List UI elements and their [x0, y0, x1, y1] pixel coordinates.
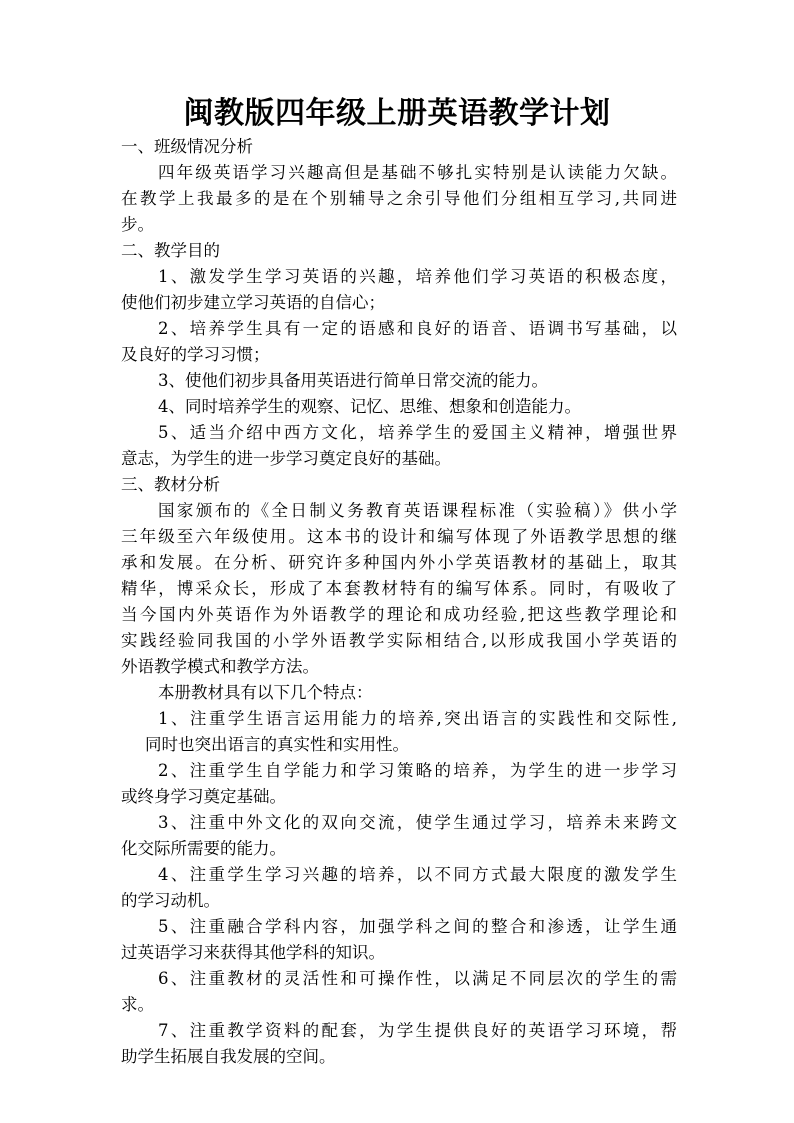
list-item-line: 7、注重教学资料的配套，为学生提供良好的英语学习环境，帮 — [158, 1021, 677, 1040]
section-heading-teaching-goals: 二、教学目的 — [121, 241, 220, 260]
paragraph-line: 国家颁布的《全日制义务教育英语课程标准（实验稿）》供小学 — [158, 501, 677, 520]
list-item-line: 6、注重教材的灵活性和可操作性，以满足不同层次的学生的需 — [158, 969, 677, 988]
list-item-line: 化交际所需要的能力。 — [121, 839, 286, 858]
list-item-line: 2、培养学生具有一定的语感和良好的语音、语调书写基础，以 — [158, 319, 677, 338]
list-item-line: 1、激发学生学习英语的兴趣，培养他们学习英语的积极态度， — [158, 267, 677, 286]
paragraph-line: 本册教材具有以下几个特点： — [158, 683, 373, 702]
document-body — [121, 134, 677, 1070]
paragraph-line: 承和发展。在分析、研究许多种国内外小学英语教材的基础上，取其 — [121, 553, 677, 572]
list-item-line: 2、注重学生自学能力和学习策略的培养，为学生的进一步学习 — [158, 761, 677, 780]
section-heading-textbook-analysis: 三、教材分析 — [121, 475, 220, 494]
list-item-line: 或终身学习奠定基础。 — [121, 787, 286, 806]
list-item-line: 助学生拓展自我发展的空间。 — [121, 1047, 336, 1066]
list-item-line: 5、适当介绍中西方文化，培养学生的爱国主义精神，增强世界 — [158, 423, 677, 442]
list-item-line: 求。 — [121, 995, 154, 1014]
paragraph-line: 三年级至六年级使用。这本书的设计和编写体现了外语教学思想的继 — [121, 527, 677, 546]
list-item-line: 4、注重学生学习兴趣的培养，以不同方式最大限度的激发学生 — [158, 865, 677, 884]
section-heading-class-analysis: 一、班级情况分析 — [121, 137, 253, 156]
list-item-line: 同时也突出语言的真实性和实用性。 — [145, 735, 409, 754]
paragraph-line: 步。 — [121, 215, 154, 234]
list-item-line: 的学习动机。 — [121, 891, 220, 910]
paragraph-line: 在教学上我最多的是在个别辅导之余引导他们分组相互学习,共同进 — [121, 189, 677, 208]
list-item-line: 4、同时培养学生的观察、记忆、思维、想象和创造能力。 — [158, 397, 581, 416]
paragraph-line: 当今国内外英语作为外语教学的理论和成功经验,把这些教学理论和 — [121, 605, 677, 624]
list-item-line: 3、使他们初步具备用英语进行简单日常交流的能力。 — [158, 371, 548, 390]
list-item-line: 及良好的学习习惯； — [121, 345, 270, 364]
list-item-line: 5、注重融合学科内容，加强学科之间的整合和渗透，让学生通 — [158, 917, 677, 936]
paragraph-line: 四年级英语学习兴趣高但是基础不够扎实特别是认读能力欠缺。 — [158, 163, 677, 182]
list-item-line: 使他们初步建立学习英语的自信心； — [121, 293, 385, 312]
document-title: 闽教版四年级上册英语教学计划 — [183, 96, 611, 131]
paragraph-line: 外语教学模式和教学方法。 — [121, 657, 319, 676]
paragraph-line: 精华，博采众长，形成了本套教材特有的编写体系。同时，有吸收了 — [121, 579, 677, 598]
list-item-line: 3、注重中外文化的双向交流，使学生通过学习，培养未来跨文 — [158, 813, 677, 832]
paragraph-line: 实践经验同我国的小学外语教学实际相结合,以形成我国小学英语的 — [121, 631, 677, 650]
list-item-line: 1、注重学生语言运用能力的培养,突出语言的实践性和交际性, — [158, 709, 677, 728]
list-item-line: 过英语学习来获得其他学科的知识。 — [121, 943, 385, 962]
list-item-line: 意志，为学生的进一步学习奠定良好的基础。 — [121, 449, 451, 468]
